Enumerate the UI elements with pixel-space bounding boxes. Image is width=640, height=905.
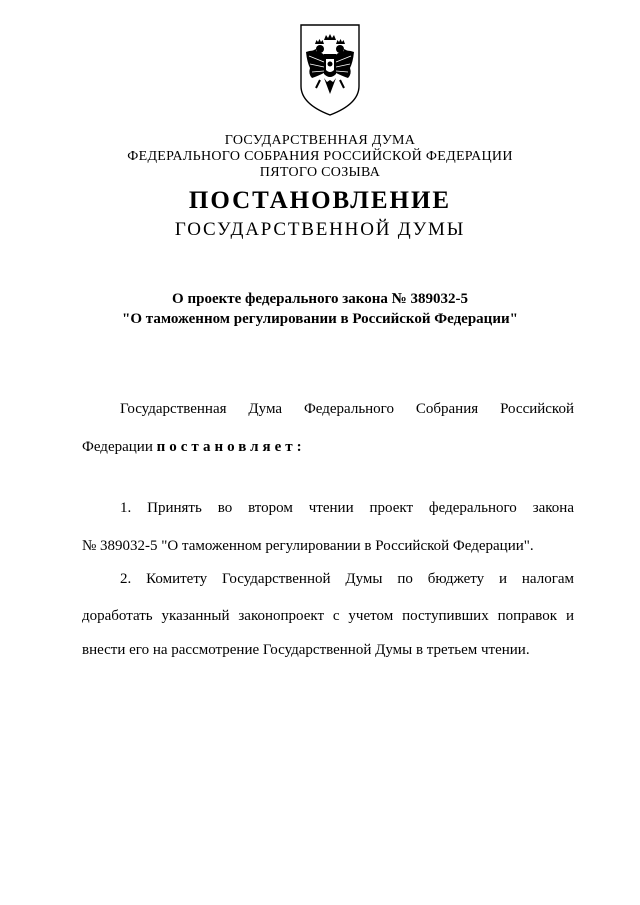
item-2-line-3: внести его на рассмотрение Государственной Думы в третьем чтении. bbox=[82, 642, 530, 658]
preamble-line-2 bbox=[82, 438, 574, 457]
item-2-line-2: доработать указанный законопроект с учетом поступивших поправок и bbox=[82, 608, 574, 624]
resolves-word: постановляет: bbox=[156, 439, 306, 455]
coat-of-arms-icon bbox=[298, 22, 362, 118]
subject-line-2: "О таможенном регулировании в Российской Федерации" bbox=[122, 311, 518, 327]
header-line-assembly: ФЕДЕРАЛЬНОГО СОБРАНИЯ РОССИЙСКОЙ ФЕДЕРАЦИИ bbox=[127, 149, 513, 164]
preamble-line-1: Государственная Дума Федерального Собрания Российской bbox=[120, 401, 574, 417]
document-title: ПОСТАНОВЛЕНИЕ bbox=[188, 187, 452, 214]
header-line-convocation: ПЯТОГО СОЗЫВА bbox=[259, 165, 381, 180]
subject-line-1: О проекте федерального закона № 389032-5 bbox=[172, 291, 468, 307]
preamble-prefix: Федерации bbox=[82, 439, 153, 455]
item-1-line-1: 1. Принять во втором чтении проект федерального закона bbox=[120, 500, 574, 516]
item-1-line-2: № 389032-5 "О таможенном регулировании в Российской Федерации". bbox=[82, 538, 534, 554]
header-line-duma: ГОСУДАРСТВЕННАЯ ДУМА bbox=[224, 133, 416, 148]
document-subtitle: ГОСУДАРСТВЕННОЙ ДУМЫ bbox=[174, 219, 466, 240]
item-2-line-1: 2. Комитету Государственной Думы по бюджету и налогам bbox=[120, 571, 574, 587]
